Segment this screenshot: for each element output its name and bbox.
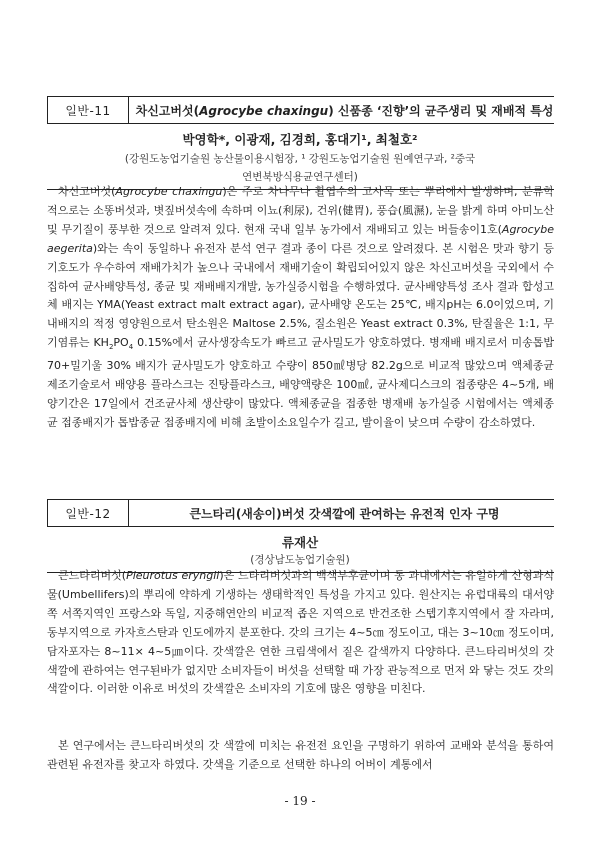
section-header-1 [47, 96, 554, 124]
section-code-text: 일반-11 [65, 103, 111, 118]
affiliation-2: (경상남도농업기술원) [250, 554, 350, 566]
section-code-1 [47, 97, 129, 123]
section-title-2: 큰느타리(새송이)버섯 갓색깔에 관여하는 유전적 인자 구명 [189, 506, 500, 521]
text-run: )은 느타리버섯과의 백색부후균이며 동 과내에서는 유일하게 산형과식물(Umbellifers)의 뿌리에 약하게 기생하는 생태학적인 특성을 가지고 있다. 원산지는 유럽대륙의 대서양쪽 서쪽지역인 프랑스와 독일, 지중해연안의 비교적 좁은 지역으로 반건조한 스텝기후지역에서 잘 자라며, 동부지역으로 카자흐스탄과 인도에까지 분포한다. 갓의 크기는 4~5㎝ 정도이고, 대는 3~10㎝ 정도이며, 담자포자는 8~11× 4~5㎛이다. 갓색깔은 연한 크림색에서 짙은 갈색까지 다양하다. 큰느타리버섯의 갓색깔에 관하여는 연구된바가 없지만 소비자들이 버섯을 선택할 때 가장 관능적으로 먼저 와 닿는 것도 갓의 색깔이다. 이러한 이유로 버섯의 갓색깔은 소비자의 기호에 많은 영향을 미친다. [47, 569, 554, 696]
abstract-body-2-p2: 본 연구에서는 큰느타리버섯의 갓 색깔에 미치는 유전전 요인을 구명하기 위하여 교배와 분석을 통하여 관련된 유전자를 찾고자 하였다. 갓색을 기준으로 선택한 하나의 어버이 계통에서 [47, 739, 554, 771]
abstract-body-2 [47, 567, 554, 699]
authors-1: 박영학*, 이광재, 김경희, 홍대기¹, 최철호² [182, 132, 418, 147]
affiliation-1-line2: 연변북방식용균연구센터) [242, 171, 358, 183]
section-header-2 [47, 499, 554, 527]
text-italic: Agrocybe chaxingu [115, 185, 223, 198]
text-run: 큰느타리버섯( [58, 569, 127, 582]
text-italic: Agrocybe aegerita [47, 222, 554, 255]
subscript: 4 [128, 343, 134, 352]
text-run: 0.15%에서 균사생장속도가 빠르고 균사밀도가 양호하였다. 병재배 배지로서 미송톱밥70+밀기울 30% 배지가 균사밀도가 양호하고 수량이 850㎖병당 82.2g으로 비교적 많았으며 액체종균 제조기술로서 배양용 플라스크는 진탕플라스크, 배양액량은 100㎖, 균사제디스크의 접종량은 4~5개, 배양기간은 17일에서 건조균사체 생산량이 많았다. 액체종균을 접종한 병재배 농가실증 시험에서는 액체종균 접종배지가 톱밥종균 접종배지에 비해 초발이소요일수가 길고, 발이율이 낮으며 수량이 감소하였다. [47, 336, 554, 430]
text-run: )와는 속이 동일하나 유전자 분석 연구 결과 종이 다른 것으로 알려졌다. 본 시험은 맛과 향기 등 기호도가 우수하여 재배가치가 높으나 국내에서 재배기술이 확립되어있지 않은 차신고버섯을 국외에서 수집하여 균사배양특성, 종균 및 재배배지개발, 농가실증시험을 수행하였다. 균사배양특성 조사 결과 합성고체 배지는 YMA(Yeast extract malt extract agar), 균사배양 온도는 25℃, 배지pH는 6.0이었으며, 기내배지의 적정 영양원으로서 탄소원은 Maltose 2.5%, 질소원은 Yeast extract 0.3%, 탄질율은 1:1, 무기염류는 KH [47, 241, 554, 350]
title-part: ) 신품종 ‘진향’의 균주생리 및 재배적 특성 [328, 103, 554, 118]
text-italic: Pleurotus eryngii [126, 569, 220, 582]
section-title-1 [129, 102, 554, 119]
section-code-2 [47, 500, 129, 526]
text-run: PO [113, 336, 129, 350]
title-part: 차신고버섯( [135, 103, 200, 118]
title-species: Agrocybe chaxingu [199, 103, 329, 118]
subscript: 2 [108, 343, 114, 352]
page-number: - 19 - [284, 794, 316, 808]
affiliation-1-line1: (강원도농업기술원 농산물이용시험장, ¹ 강원도농업기술원 원예연구과, ²중국 [124, 153, 476, 165]
text-run: 차신고버섯( [58, 185, 116, 198]
section-code-text: 일반-12 [65, 506, 111, 521]
authors-2: 류재산 [281, 535, 319, 550]
text-run: )은 주로 차나무나 활엽수의 고사목 또는 뿌리에서 발생하며, 분류학적으로는 소똥버섯과, 볏짚버섯속에 속하며 이뇨(利尿), 건위(健胃), 풍습(風濕), 눈을 밝게 하며 아미노산 및 무기질이 풍부한 것으로 알려져 있다. 현재 국내 일부 농가에서 재배되고 있는 버들송이1호( [47, 185, 554, 236]
abstract-body-1 [47, 183, 554, 433]
